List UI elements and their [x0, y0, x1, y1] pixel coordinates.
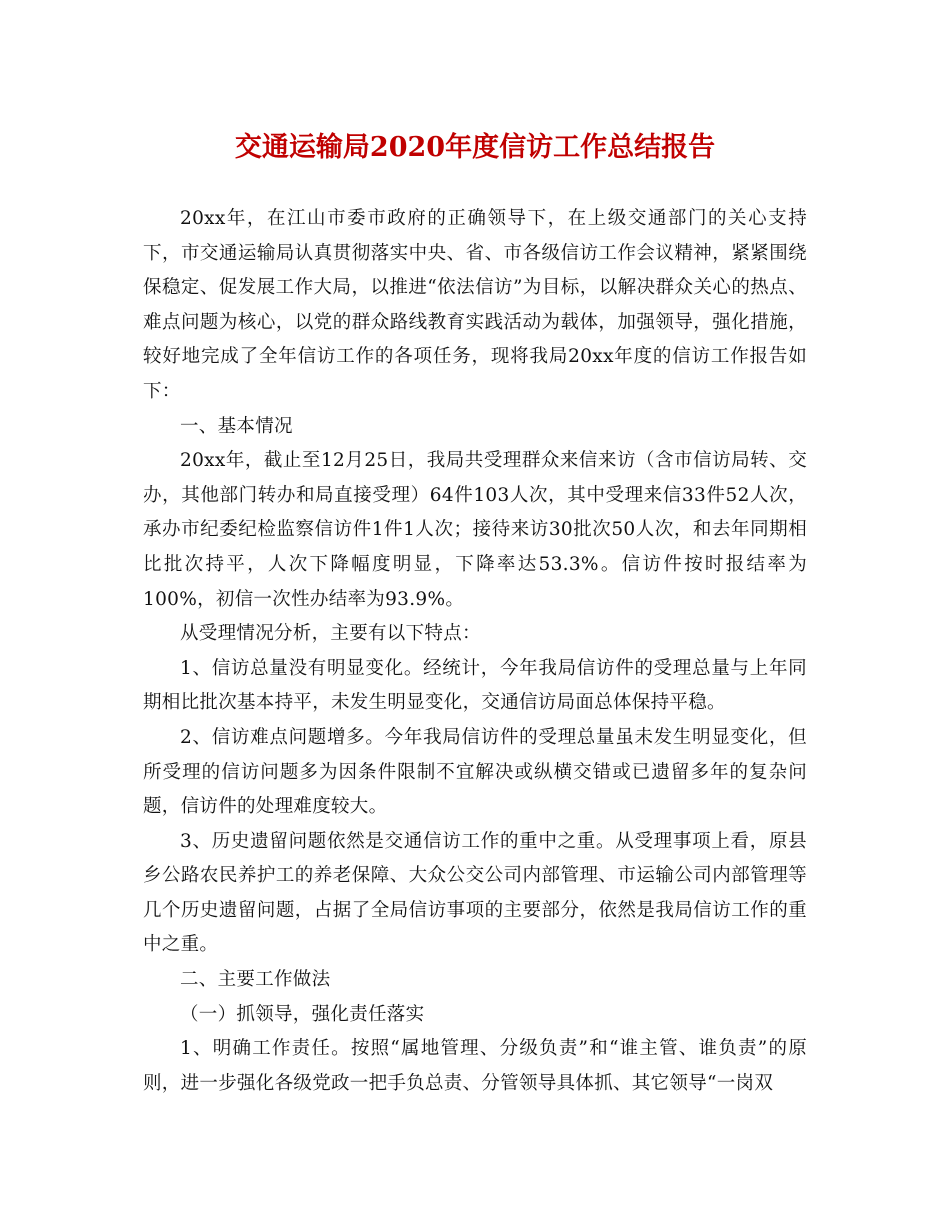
subsection-heading-leadership: （一）抓领导，强化责任落实	[180, 1003, 425, 1025]
paragraph-feature-2: 2、信访难点问题增多。今年我局信访件的受理总量虽未发生明显变化，但所受理的信访问题多为因条件限制不宜解决或纵横交错或已遗留多年的复杂问题，信访件的处理难度较大。	[143, 726, 807, 818]
paragraph-intro: 20xx年，在江山市委市政府的正确领导下，在上级交通部门的关心支持下，市交通运输局认真贯彻落实中央、省、市各级信访工作会议精神，紧紧围绕保稳定、促发展工作大局，以推进“依法信访”为目标，以解决群众关心的热点、难点问题为核心，以党的群众路线教育实践活动为载体，加强领导，强化措施，较好地完成了全年信访工作的各项任务，现将我局20xx年度的信访工作报告如下：	[143, 208, 807, 402]
section-heading-basic-situation: 一、基本情况	[180, 415, 293, 437]
document-title: 交通运输局2020年度信访工作总结报告	[234, 132, 716, 163]
paragraph-statistics: 20xx年，截止至12月25日，我局共受理群众来信来访（含市信访局转、交办，其他部门转办和局直接受理）64件103人次，其中受理来信33件52人次，承办市纪委纪检监察信访件1件1人次；接待来访30批次50人次，和去年同期相比批次持平，人次下降幅度明显，下降率达53.3%。信访件按时报结率为100%，初信一次性办结率为93.9%。	[143, 450, 807, 610]
paragraph-feature-3: 3、历史遗留问题依然是交通信访工作的重中之重。从受理事项上看，原县乡公路农民养护工的养老保障、大众公交公司内部管理、市运输公司内部管理等几个历史遗留问题，占据了全局信访事项的主要部分，依然是我局信访工作的重中之重。	[143, 830, 807, 956]
section-heading-main-work: 二、主要工作做法	[180, 969, 331, 991]
paragraph-feature-1: 1、信访总量没有明显变化。经统计，今年我局信访件的受理总量与上年同期相比批次基本持平，未发生明显变化，交通信访局面总体保持平稳。	[143, 657, 807, 714]
paragraph-responsibility: 1、明确工作责任。按照“属地管理、分级负责”和“谁主管、谁负责”的原则，进一步强化各级党政一把手负总责、分管领导具体抓、其它领导“一岗双	[143, 1038, 807, 1094]
paragraph-analysis-intro: 从受理情况分析，主要有以下特点：	[180, 623, 481, 645]
document-body	[143, 202, 807, 1101]
